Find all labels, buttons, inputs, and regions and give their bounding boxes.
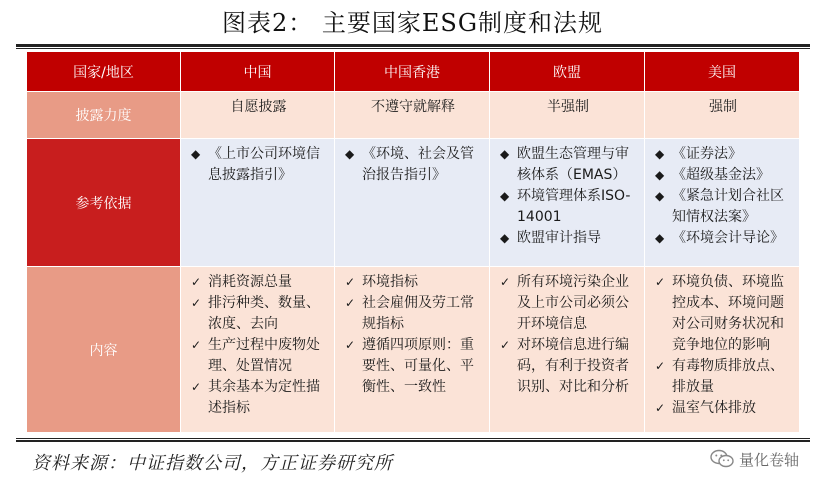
list-item-text: 温室气体排放 (672, 400, 756, 416)
list-item (655, 356, 791, 398)
watermark-text: 量化卷轴 (738, 450, 799, 469)
cell-content-china (181, 267, 335, 433)
cell-content-eu (490, 267, 645, 433)
list-item-text: 《上市公司环境信息披露指引》 (208, 146, 320, 183)
bullet-icon: ◆ (500, 189, 510, 203)
cell-disclosure-us: 强制 (645, 92, 800, 139)
header-us: 美国 (645, 52, 800, 92)
cell-disclosure-china: 自愿披露 (181, 92, 335, 139)
watermark (710, 444, 799, 474)
cell-content-us (645, 267, 800, 433)
row-label-disclosure: 披露力度 (27, 92, 181, 139)
list-item (655, 398, 791, 419)
list-item (191, 144, 326, 186)
bullet-icon: ✓ (191, 275, 202, 289)
row-label-reference: 参考依据 (27, 139, 181, 267)
list-item (191, 377, 326, 419)
list-item-text: 环境指标 (362, 274, 418, 290)
header-eu: 欧盟 (490, 52, 645, 92)
bullet-icon: ✓ (345, 275, 356, 289)
table-row-reference (27, 139, 800, 267)
list-item (191, 293, 326, 335)
list-item-text: 遵循四项原则：重要性、可量化、平衡性、一致性 (362, 337, 474, 395)
list-item (500, 335, 636, 398)
list-item-text: 消耗资源总量 (208, 274, 292, 290)
list-item (345, 272, 481, 293)
list-item-text: 《环境、社会及管治报告指引》 (362, 146, 474, 183)
list-item-text: 有毒物质排放点、排放量 (672, 358, 784, 395)
header-hong-kong: 中国香港 (335, 52, 490, 92)
bullet-icon: ◆ (345, 147, 355, 161)
table-header-row (27, 52, 800, 92)
figure-title: 图表2： 主要国家ESG制度和法规 (221, 9, 604, 37)
bottom-rule-thick (16, 440, 810, 442)
list-item-text: 生产过程中废物处理、处置情况 (208, 337, 320, 374)
list-item-text: 欧盟审计指导 (517, 230, 601, 246)
cell-reference-hk (335, 139, 490, 267)
list-item-text: 欧盟生态管理与审核体系（EMAS） (517, 146, 629, 183)
top-rule-thin (16, 48, 810, 49)
bullet-icon: ✓ (191, 380, 202, 394)
bullet-icon: ✓ (191, 296, 202, 310)
row-label-content: 内容 (27, 267, 181, 433)
content-list (191, 272, 326, 419)
reference-list (655, 144, 791, 249)
list-item-text: 对环境信息进行编码，有利于投资者识别、对比和分析 (517, 337, 629, 395)
reference-list (500, 144, 636, 249)
bullet-icon: ✓ (500, 275, 511, 289)
header-region: 国家/地区 (27, 52, 181, 92)
bullet-icon: ✓ (345, 338, 356, 352)
bullet-icon: ◆ (500, 231, 510, 245)
bullet-icon: ✓ (345, 296, 356, 310)
list-item-text: 排污种类、数量、浓度、去向 (208, 295, 320, 332)
cell-reference-eu (490, 139, 645, 267)
top-rule (16, 44, 810, 47)
content-list (500, 272, 636, 398)
bottom-rule (16, 438, 810, 439)
cell-reference-china (181, 139, 335, 267)
list-item-text: 环境管理体系ISO-14001 (517, 188, 631, 225)
cell-content-hk (335, 267, 490, 433)
bullet-icon: ✓ (655, 401, 666, 415)
list-item (655, 144, 791, 165)
list-item-text: 其余基本为定性描述指标 (208, 379, 320, 416)
reference-list (345, 144, 481, 186)
bullet-icon: ◆ (500, 147, 510, 161)
list-item (191, 335, 326, 377)
list-item (655, 272, 791, 356)
bullet-icon: ◆ (655, 189, 665, 203)
bullet-icon: ✓ (191, 338, 202, 352)
bullet-icon: ✓ (655, 275, 666, 289)
list-item (500, 272, 636, 335)
list-item-text: 社会雇佣及劳工常规指标 (362, 295, 474, 332)
bullet-icon: ◆ (655, 147, 665, 161)
list-item (500, 144, 636, 186)
content-list (345, 272, 481, 398)
bullet-icon: ◆ (655, 168, 665, 182)
list-item (345, 293, 481, 335)
cell-reference-us (645, 139, 800, 267)
list-item (191, 272, 326, 293)
list-item (500, 186, 636, 228)
list-item (500, 228, 636, 249)
source-note: 资料来源：中证指数公司，方正证券研究所 (32, 453, 393, 474)
list-item-text: 《环境会计导论》 (672, 230, 784, 246)
bullet-icon: ◆ (191, 147, 201, 161)
list-item (345, 144, 481, 186)
wechat-icon (710, 449, 734, 469)
list-item-text: 《紧急计划合社区知情权法案》 (672, 188, 784, 225)
table-row-content (27, 267, 800, 433)
list-item-text: 所有环境污染企业及上市公司必须公开环境信息 (517, 274, 629, 332)
list-item-text: 《超级基金法》 (672, 167, 770, 183)
header-china: 中国 (181, 52, 335, 92)
bullet-icon: ✓ (500, 338, 511, 352)
esg-regulation-table (26, 51, 800, 433)
cell-disclosure-hk: 不遵守就解释 (335, 92, 490, 139)
bullet-icon: ◆ (655, 231, 665, 245)
cell-disclosure-eu: 半强制 (490, 92, 645, 139)
table-row-disclosure (27, 92, 800, 139)
content-list (655, 272, 791, 419)
bullet-icon: ✓ (655, 359, 666, 373)
list-item-text: 《证券法》 (672, 146, 742, 162)
list-item (655, 186, 791, 228)
list-item (655, 228, 791, 249)
list-item-text: 环境负债、环境监控成本、环境问题对公司财务状况和竞争地位的影响 (672, 274, 784, 353)
list-item (655, 165, 791, 186)
reference-list (191, 144, 326, 186)
list-item (345, 335, 481, 398)
